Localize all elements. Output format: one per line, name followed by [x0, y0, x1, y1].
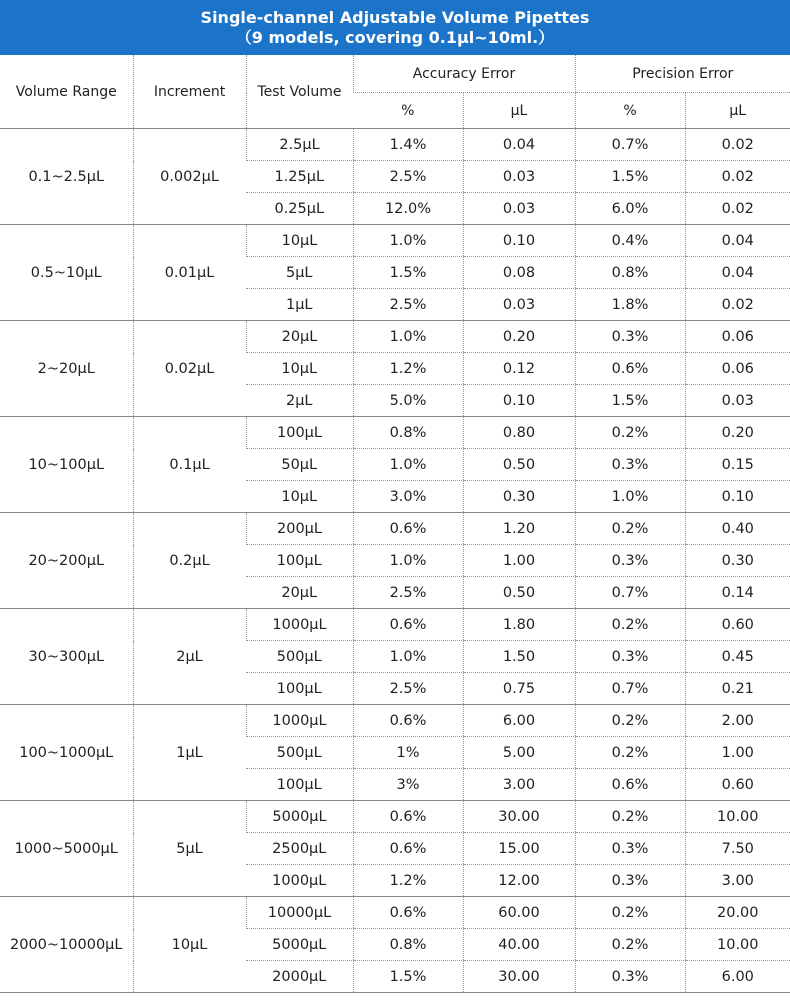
- precision-percent-cell: 0.7%: [575, 577, 685, 609]
- accuracy-ul-cell: 30.00: [463, 801, 575, 833]
- test-volume-cell: 1000μL: [246, 705, 353, 737]
- precision-percent-cell: 0.2%: [575, 705, 685, 737]
- accuracy-ul-cell: 30.00: [463, 961, 575, 993]
- precision-percent-cell: 1.0%: [575, 481, 685, 513]
- accuracy-ul-cell: 5.00: [463, 737, 575, 769]
- accuracy-ul-cell: 0.75: [463, 673, 575, 705]
- accuracy-percent-cell: 5.0%: [353, 385, 463, 417]
- specs-table: [0, 55, 790, 993]
- accuracy-ul-cell: 0.20: [463, 321, 575, 353]
- precision-ul-cell: 0.02: [685, 289, 790, 321]
- accuracy-ul-cell: 6.00: [463, 705, 575, 737]
- accuracy-percent-cell: 0.6%: [353, 801, 463, 833]
- precision-ul-cell: 0.02: [685, 129, 790, 161]
- volume-range-cell: 30~300μL: [0, 609, 133, 705]
- accuracy-ul-cell: 0.12: [463, 353, 575, 385]
- header-accuracy-error: Accuracy Error: [353, 55, 575, 93]
- test-volume-cell: 20μL: [246, 577, 353, 609]
- accuracy-percent-cell: 1%: [353, 737, 463, 769]
- test-volume-cell: 1.25μL: [246, 161, 353, 193]
- header-test-volume: Test Volume: [246, 55, 353, 129]
- page-title: Single-channel Adjustable Volume Pipettes: [200, 7, 590, 27]
- increment-cell: 2μL: [133, 609, 246, 705]
- precision-ul-cell: 3.00: [685, 865, 790, 897]
- precision-percent-cell: 0.2%: [575, 897, 685, 929]
- test-volume-cell: 5000μL: [246, 929, 353, 961]
- accuracy-ul-cell: 60.00: [463, 897, 575, 929]
- precision-ul-cell: 0.04: [685, 257, 790, 289]
- volume-range-cell: 0.5~10μL: [0, 225, 133, 321]
- accuracy-ul-cell: 0.10: [463, 385, 575, 417]
- accuracy-percent-cell: 1.0%: [353, 225, 463, 257]
- volume-range-cell: 20~200μL: [0, 513, 133, 609]
- test-volume-cell: 100μL: [246, 545, 353, 577]
- test-volume-cell: 2.5μL: [246, 129, 353, 161]
- precision-percent-cell: 0.4%: [575, 225, 685, 257]
- volume-range-cell: 10~100μL: [0, 417, 133, 513]
- table-row: [0, 129, 790, 161]
- increment-cell: 10μL: [133, 897, 246, 993]
- precision-ul-cell: 0.03: [685, 385, 790, 417]
- title-banner: [0, 0, 790, 55]
- accuracy-percent-cell: 2.5%: [353, 673, 463, 705]
- test-volume-cell: 2500μL: [246, 833, 353, 865]
- precision-ul-cell: 10.00: [685, 929, 790, 961]
- precision-ul-cell: 7.50: [685, 833, 790, 865]
- test-volume-cell: 100μL: [246, 769, 353, 801]
- volume-range-cell: 1000~5000μL: [0, 801, 133, 897]
- accuracy-percent-cell: 1.2%: [353, 353, 463, 385]
- test-volume-cell: 10000μL: [246, 897, 353, 929]
- test-volume-cell: 500μL: [246, 641, 353, 673]
- test-volume-cell: 1μL: [246, 289, 353, 321]
- precision-ul-cell: 0.14: [685, 577, 790, 609]
- test-volume-cell: 1000μL: [246, 609, 353, 641]
- precision-percent-cell: 0.3%: [575, 641, 685, 673]
- accuracy-ul-cell: 1.00: [463, 545, 575, 577]
- precision-ul-cell: 6.00: [685, 961, 790, 993]
- table-body: [0, 129, 790, 993]
- precision-ul-cell: 0.04: [685, 225, 790, 257]
- accuracy-percent-cell: 0.6%: [353, 897, 463, 929]
- accuracy-ul-cell: 0.03: [463, 289, 575, 321]
- accuracy-percent-cell: 2.5%: [353, 577, 463, 609]
- precision-percent-cell: 0.3%: [575, 833, 685, 865]
- header-accuracy-percent: %: [353, 93, 463, 129]
- precision-ul-cell: 10.00: [685, 801, 790, 833]
- test-volume-cell: 10μL: [246, 225, 353, 257]
- precision-ul-cell: 0.10: [685, 481, 790, 513]
- increment-cell: 0.01μL: [133, 225, 246, 321]
- precision-percent-cell: 1.5%: [575, 385, 685, 417]
- precision-percent-cell: 0.2%: [575, 513, 685, 545]
- test-volume-cell: 100μL: [246, 417, 353, 449]
- test-volume-cell: 5μL: [246, 257, 353, 289]
- table-row: [0, 801, 790, 833]
- precision-percent-cell: 0.3%: [575, 449, 685, 481]
- accuracy-ul-cell: 0.03: [463, 193, 575, 225]
- precision-percent-cell: 0.7%: [575, 129, 685, 161]
- accuracy-percent-cell: 0.6%: [353, 705, 463, 737]
- test-volume-cell: 20μL: [246, 321, 353, 353]
- precision-ul-cell: 2.00: [685, 705, 790, 737]
- header-precision-error: Precision Error: [575, 55, 790, 93]
- precision-percent-cell: 0.2%: [575, 417, 685, 449]
- accuracy-ul-cell: 40.00: [463, 929, 575, 961]
- header-precision-percent: %: [575, 93, 685, 129]
- test-volume-cell: 2000μL: [246, 961, 353, 993]
- accuracy-ul-cell: 0.03: [463, 161, 575, 193]
- table-row: [0, 705, 790, 737]
- test-volume-cell: 10μL: [246, 353, 353, 385]
- accuracy-percent-cell: 3%: [353, 769, 463, 801]
- test-volume-cell: 100μL: [246, 673, 353, 705]
- accuracy-ul-cell: 0.08: [463, 257, 575, 289]
- precision-ul-cell: 0.40: [685, 513, 790, 545]
- accuracy-ul-cell: 0.80: [463, 417, 575, 449]
- volume-range-cell: 100~1000μL: [0, 705, 133, 801]
- accuracy-ul-cell: 0.30: [463, 481, 575, 513]
- test-volume-cell: 2μL: [246, 385, 353, 417]
- precision-ul-cell: 0.06: [685, 321, 790, 353]
- increment-cell: 1μL: [133, 705, 246, 801]
- accuracy-ul-cell: 1.20: [463, 513, 575, 545]
- accuracy-percent-cell: 1.0%: [353, 449, 463, 481]
- accuracy-ul-cell: 0.04: [463, 129, 575, 161]
- precision-ul-cell: 0.21: [685, 673, 790, 705]
- accuracy-percent-cell: 0.8%: [353, 929, 463, 961]
- accuracy-ul-cell: 0.10: [463, 225, 575, 257]
- header-increment: Increment: [133, 55, 246, 129]
- accuracy-percent-cell: 2.5%: [353, 289, 463, 321]
- precision-percent-cell: 0.2%: [575, 609, 685, 641]
- accuracy-ul-cell: 1.80: [463, 609, 575, 641]
- accuracy-percent-cell: 0.6%: [353, 513, 463, 545]
- precision-percent-cell: 1.8%: [575, 289, 685, 321]
- precision-ul-cell: 0.60: [685, 609, 790, 641]
- precision-ul-cell: 1.00: [685, 737, 790, 769]
- test-volume-cell: 5000μL: [246, 801, 353, 833]
- increment-cell: 0.2μL: [133, 513, 246, 609]
- page-subtitle: （9 models, covering 0.1μl~10ml.）: [235, 27, 555, 47]
- precision-percent-cell: 6.0%: [575, 193, 685, 225]
- accuracy-ul-cell: 15.00: [463, 833, 575, 865]
- accuracy-percent-cell: 1.2%: [353, 865, 463, 897]
- precision-percent-cell: 0.7%: [575, 673, 685, 705]
- test-volume-cell: 0.25μL: [246, 193, 353, 225]
- test-volume-cell: 10μL: [246, 481, 353, 513]
- precision-percent-cell: 0.2%: [575, 801, 685, 833]
- increment-cell: 0.1μL: [133, 417, 246, 513]
- table-row: [0, 513, 790, 545]
- table-row: [0, 897, 790, 929]
- volume-range-cell: 0.1~2.5μL: [0, 129, 133, 225]
- accuracy-percent-cell: 1.4%: [353, 129, 463, 161]
- test-volume-cell: 50μL: [246, 449, 353, 481]
- accuracy-ul-cell: 1.50: [463, 641, 575, 673]
- accuracy-percent-cell: 3.0%: [353, 481, 463, 513]
- test-volume-cell: 500μL: [246, 737, 353, 769]
- accuracy-ul-cell: 3.00: [463, 769, 575, 801]
- test-volume-cell: 1000μL: [246, 865, 353, 897]
- table-row: [0, 321, 790, 353]
- header-volume-range: Volume Range: [0, 55, 133, 129]
- precision-ul-cell: 0.15: [685, 449, 790, 481]
- accuracy-percent-cell: 1.0%: [353, 641, 463, 673]
- table-row: [0, 417, 790, 449]
- increment-cell: 0.002μL: [133, 129, 246, 225]
- header-accuracy-ul: μL: [463, 93, 575, 129]
- accuracy-percent-cell: 0.6%: [353, 833, 463, 865]
- accuracy-percent-cell: 0.8%: [353, 417, 463, 449]
- precision-percent-cell: 0.6%: [575, 769, 685, 801]
- accuracy-ul-cell: 0.50: [463, 449, 575, 481]
- precision-ul-cell: 0.02: [685, 193, 790, 225]
- precision-percent-cell: 0.3%: [575, 545, 685, 577]
- precision-percent-cell: 0.3%: [575, 865, 685, 897]
- increment-cell: 5μL: [133, 801, 246, 897]
- table-row: [0, 609, 790, 641]
- accuracy-ul-cell: 0.50: [463, 577, 575, 609]
- precision-ul-cell: 0.20: [685, 417, 790, 449]
- precision-ul-cell: 0.45: [685, 641, 790, 673]
- precision-percent-cell: 0.2%: [575, 737, 685, 769]
- accuracy-percent-cell: 1.0%: [353, 321, 463, 353]
- test-volume-cell: 200μL: [246, 513, 353, 545]
- precision-percent-cell: 0.3%: [575, 321, 685, 353]
- precision-ul-cell: 20.00: [685, 897, 790, 929]
- precision-percent-cell: 0.2%: [575, 929, 685, 961]
- precision-ul-cell: 0.30: [685, 545, 790, 577]
- accuracy-ul-cell: 12.00: [463, 865, 575, 897]
- accuracy-percent-cell: 1.5%: [353, 961, 463, 993]
- header-precision-ul: μL: [685, 93, 790, 129]
- accuracy-percent-cell: 1.0%: [353, 545, 463, 577]
- precision-percent-cell: 0.3%: [575, 961, 685, 993]
- accuracy-percent-cell: 2.5%: [353, 161, 463, 193]
- precision-ul-cell: 0.06: [685, 353, 790, 385]
- increment-cell: 0.02μL: [133, 321, 246, 417]
- precision-percent-cell: 1.5%: [575, 161, 685, 193]
- volume-range-cell: 2000~10000μL: [0, 897, 133, 993]
- precision-ul-cell: 0.60: [685, 769, 790, 801]
- precision-percent-cell: 0.8%: [575, 257, 685, 289]
- table-row: [0, 225, 790, 257]
- accuracy-percent-cell: 1.5%: [353, 257, 463, 289]
- volume-range-cell: 2~20μL: [0, 321, 133, 417]
- accuracy-percent-cell: 0.6%: [353, 609, 463, 641]
- precision-percent-cell: 0.6%: [575, 353, 685, 385]
- accuracy-percent-cell: 12.0%: [353, 193, 463, 225]
- precision-ul-cell: 0.02: [685, 161, 790, 193]
